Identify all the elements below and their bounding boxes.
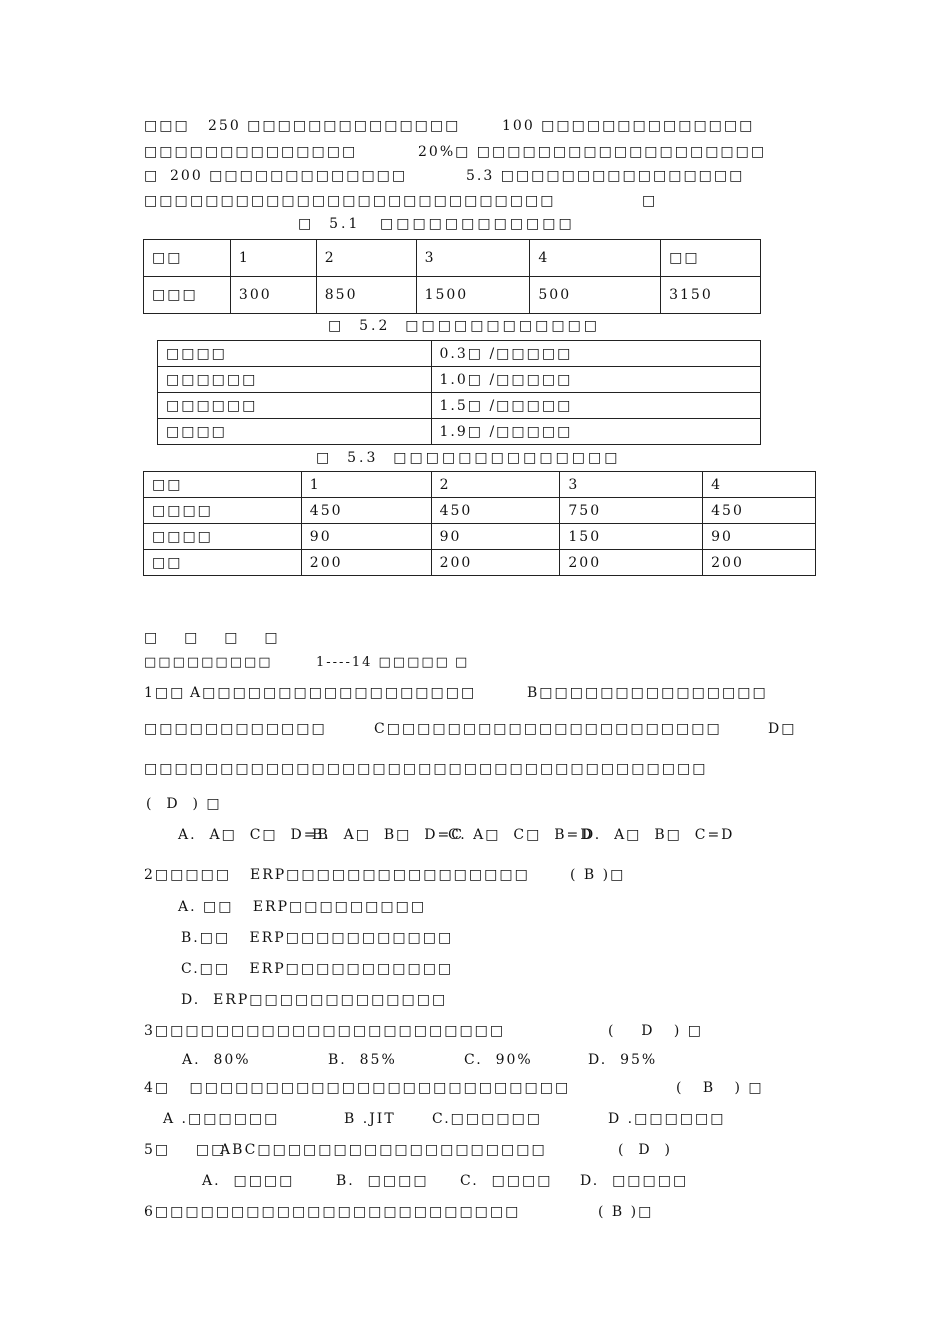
intro-line-4c: □ [642,193,658,209]
table-cell: 200 [431,550,560,576]
q5-stem-a: 5□ □□ [144,1142,227,1158]
table-cell: 2 [431,472,560,498]
q2-option-b: B.□□ ERP□□□□□□□□□□□ [181,930,454,946]
q2-answer: ( B )□ [570,867,626,883]
table-cell: 1500 [416,277,530,314]
intro-line-3b: 200 □□□□□□□□□□□□□ [170,168,408,184]
table-cell: 1.9□ /□□□□□ [431,419,760,445]
table3-caption: □ 5.3 □□□□□□□□□□□□□□ [316,450,621,466]
table-cell: □□□□ [144,498,302,524]
intro-line-1c: 100 □□□□□□□□□□□□□□ [502,118,755,134]
q1-stem-b: B□□□□□□□□□□□□□□□ [527,685,768,701]
q1-stem-c: □□□□□□□□□□□□ [144,721,327,737]
q5-stem-b: ABC□□□□□□□□□□□□□□□□□□□ [220,1142,547,1158]
q1-option-c: C. A□ C□ B=D [448,827,594,843]
q1-stem-d: C□□□□□□□□□□□□□□□□□□□□□□ [374,721,722,737]
q5-option-d: D. □□□□□ [580,1173,689,1189]
intro-line-3a: □ [144,168,160,184]
q1-stem-a: A□□□□□□□□□□□□□□□□□□ [190,685,477,701]
q3-option-c: C. 90% [464,1052,533,1068]
q3-answer: ( D ) □ [608,1023,703,1039]
table-cell: 450 [301,498,431,524]
q2-option-c: C.□□ ERP□□□□□□□□□□□ [181,961,454,977]
q3-stem: 3□□□□□□□□□□□□□□□□□□□□□□□ [144,1023,506,1039]
section-instruction-c: □ [455,655,470,670]
table-cell: 200 [301,550,431,576]
q4-option-d: D .□□□□□□ [608,1111,726,1127]
intro-line-4b: □□□□□□□□□□□□□□□□□□□□□□□□ [190,193,556,209]
table-cell: 1.0□ /□□□□□ [431,367,760,393]
table-cell: 750 [560,498,703,524]
table-cell: □□ [144,550,302,576]
table-row [158,419,761,445]
table-row [144,524,816,550]
table-cell: □□□□ [158,341,432,367]
table-cell: 1 [301,472,431,498]
table-cell: □□ [144,240,231,277]
q1-option-a: A. A□ C□ D=B [178,827,330,843]
table-cell: □□□□□□ [158,367,432,393]
q6-answer: ( B )□ [598,1204,654,1220]
table-row [158,341,761,367]
q3-option-b: B. 85% [328,1052,397,1068]
table-cell: 1.5□ /□□□□□ [431,393,760,419]
q4-stem: 4□ □□□□□□□□□□□□□□□□□□□□□□□□□ [144,1080,571,1096]
demand-table [143,239,761,314]
table-cell: 450 [703,498,816,524]
table-cell: □□ [661,240,761,277]
table-cell: □□□□ [144,524,302,550]
q1-stem-e: D□ [768,721,797,737]
q5-option-a: A. □□□□ [202,1173,295,1189]
table-cell: □□□□□□ [158,393,432,419]
table-cell: 0.3□ /□□□□□ [431,341,760,367]
q5-option-c: C. □□□□ [460,1173,553,1189]
table-row [144,277,761,314]
table-row [158,367,761,393]
cost-table [157,340,761,445]
q2-stem-a: 2□□□□□ [144,867,232,883]
table-cell: 90 [703,524,816,550]
intro-line-2b: 20%□ □□□□□□□□□□□□□□□□□□□ [418,144,767,160]
table1-caption-text: □□□□□□□□□□□□ [380,216,575,232]
q4-answer: ( B ) □ [676,1080,764,1096]
q1-option-d: D. A□ B□ C=D [582,827,735,843]
q4-option-c: C.□□□□□□ [432,1111,543,1127]
table-row [158,393,761,419]
intro-line-3c: 5.3 □□□□□□□□□□□□□□□□ [466,168,745,184]
table-cell: 90 [301,524,431,550]
table-cell: 850 [316,277,416,314]
table-cell: □□□ [144,277,231,314]
section-heading: □ □ □ □ [144,630,284,646]
q6-stem: 6□□□□□□□□□□□□□□□□□□□□□□□□ [144,1204,521,1220]
q4-option-a: A .□□□□□□ [163,1111,280,1127]
table-row [144,498,816,524]
q2-option-d: D. ERP□□□□□□□□□□□□□ [181,992,448,1008]
q4-option-b: B .JIT [344,1111,396,1127]
intro-line-2a: □□□□□□□□□□□□□□ [144,144,358,160]
table-cell: □□ [144,472,302,498]
q2-option-a: A. □□ ERP□□□□□□□□□ [178,899,427,915]
q3-option-d: D. 95% [588,1052,658,1068]
table-row [144,550,816,576]
q1-number: 1□□ [144,685,186,701]
q5-answer: ( D ) [618,1142,672,1158]
table-row [144,240,761,277]
section-instruction-b: 1----14 □□□□□ [316,655,450,670]
table1-caption-number: □ 5.1 [298,216,361,232]
q1-answer: ( D ) □ [146,796,222,812]
table-cell: 200 [703,550,816,576]
table-cell: 300 [230,277,316,314]
table-cell: 90 [431,524,560,550]
capacity-table [143,471,816,576]
table-cell: 3 [560,472,703,498]
table-cell: 450 [431,498,560,524]
table-cell: 2 [316,240,416,277]
table-row [144,472,816,498]
table-cell: 500 [530,277,661,314]
q1-option-b: B. A□ B□ D=C [312,827,464,843]
table2-caption: □ 5.2 □□□□□□□□□□□□ [328,318,601,334]
table-cell: 150 [560,524,703,550]
table-cell: 1 [230,240,316,277]
intro-line-1a: □□□ [144,118,190,134]
q5-option-b: B. □□□□ [336,1173,429,1189]
table-cell: 4 [703,472,816,498]
q1-stem-f: □□□□□□□□□□□□□□□□□□□□□□□□□□□□□□□□□□□□□ [144,761,708,777]
q3-option-a: A. 80% [182,1052,251,1068]
table-cell: 4 [530,240,661,277]
table-cell: □□□□ [158,419,432,445]
intro-line-1b: 250 □□□□□□□□□□□□□□ [208,118,461,134]
section-instruction-a: □□□□□□□□□ [144,655,273,670]
table-cell: 3 [416,240,530,277]
intro-line-4a: □□□ [144,193,190,209]
table-cell: 3150 [661,277,761,314]
q2-stem-b: ERP□□□□□□□□□□□□□□□□ [250,867,530,883]
table-cell: 200 [560,550,703,576]
